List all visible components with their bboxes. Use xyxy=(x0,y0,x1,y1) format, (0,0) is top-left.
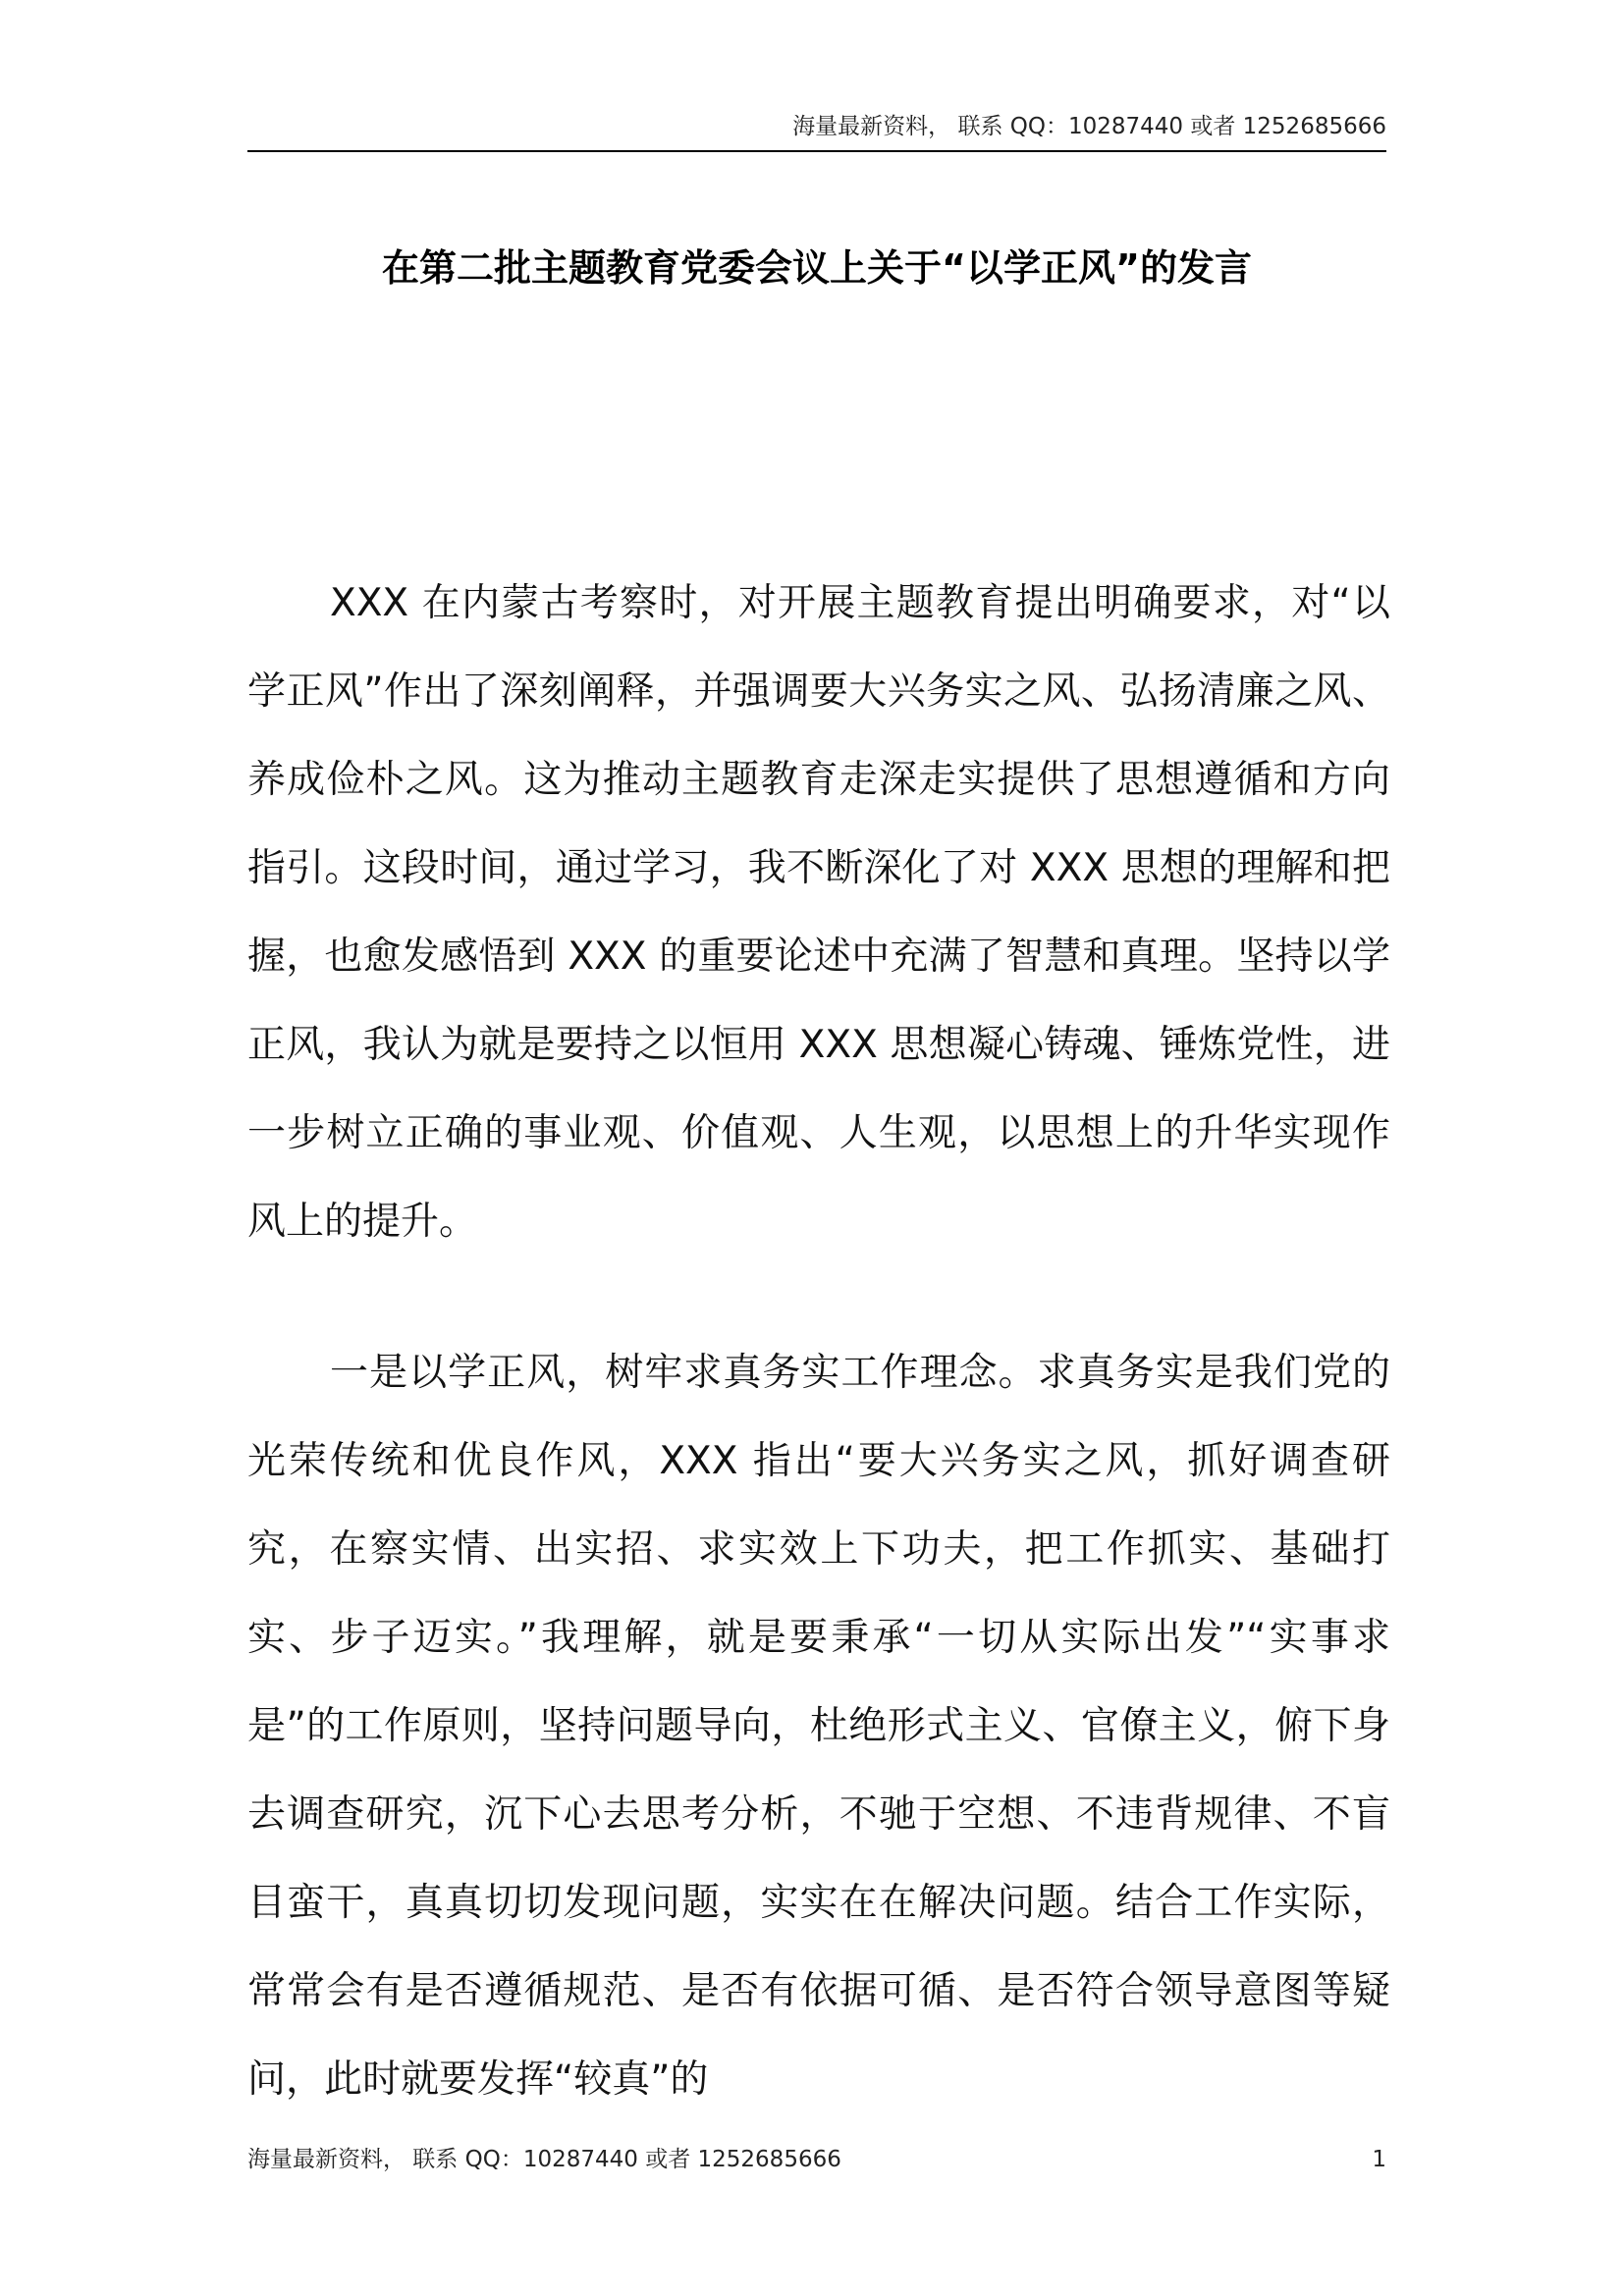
body-paragraph-1: XXX 在内蒙古考察时，对开展主题教育提出明确要求，对“以学正风”作出了深刻阐释，并强调要大兴务实之风、弘扬清廉之风、养成俭朴之风。这为推动主题教育走深走实提供了思想遵循和方向指引。这段时间，通过学习，我不断深化了对 XXX 思想的理解和把握，也愈发感悟到 XXX 的重要论述中充满了智慧和真理。坚持以学正风，我认为就是要持之以恒用 XXX 思想凝心铸魂、锤炼党性，进一步树立正确的事业观、价值观、人生观，以思想上的升华实现作风上的提升。 xyxy=(247,581,1390,1244)
body-paragraph-2: 一是以学正风，树牢求真务实工作理念。求真务实是我们党的光荣传统和优良作风，XXX 指出“要大兴务实之风，抓好调查研究，在察实情、出实招、求实效上下功夫，把工作抓实、基础打实、步子迈实。”我理解，就是要秉承“一切从实际出发”“实事求是”的工作原则，坚持问题导向，杜绝形式主义、官僚主义，俯下身去调查研究，沉下心去思考分析，不驰于空想、不违背规律、不盲目蛮干，真真切切发现问题，实实在在解决问题。结合工作实际，常常会有是否遵循规范、是否有依据可循、是否符合领导意图等疑问，此时就要发挥“较真”的 xyxy=(247,1351,1390,2102)
header-divider xyxy=(247,150,1386,152)
document-title: 在第二批主题教育党委会议上关于“以学正风”的发言 xyxy=(382,246,1252,290)
page-header: 海量最新资料， 联系 QQ：10287440 或者 1252685666 xyxy=(792,114,1386,139)
page-number: 1 xyxy=(1372,2147,1386,2172)
page-footer: 海量最新资料， 联系 QQ：10287440 或者 1252685666 xyxy=(247,2147,841,2172)
